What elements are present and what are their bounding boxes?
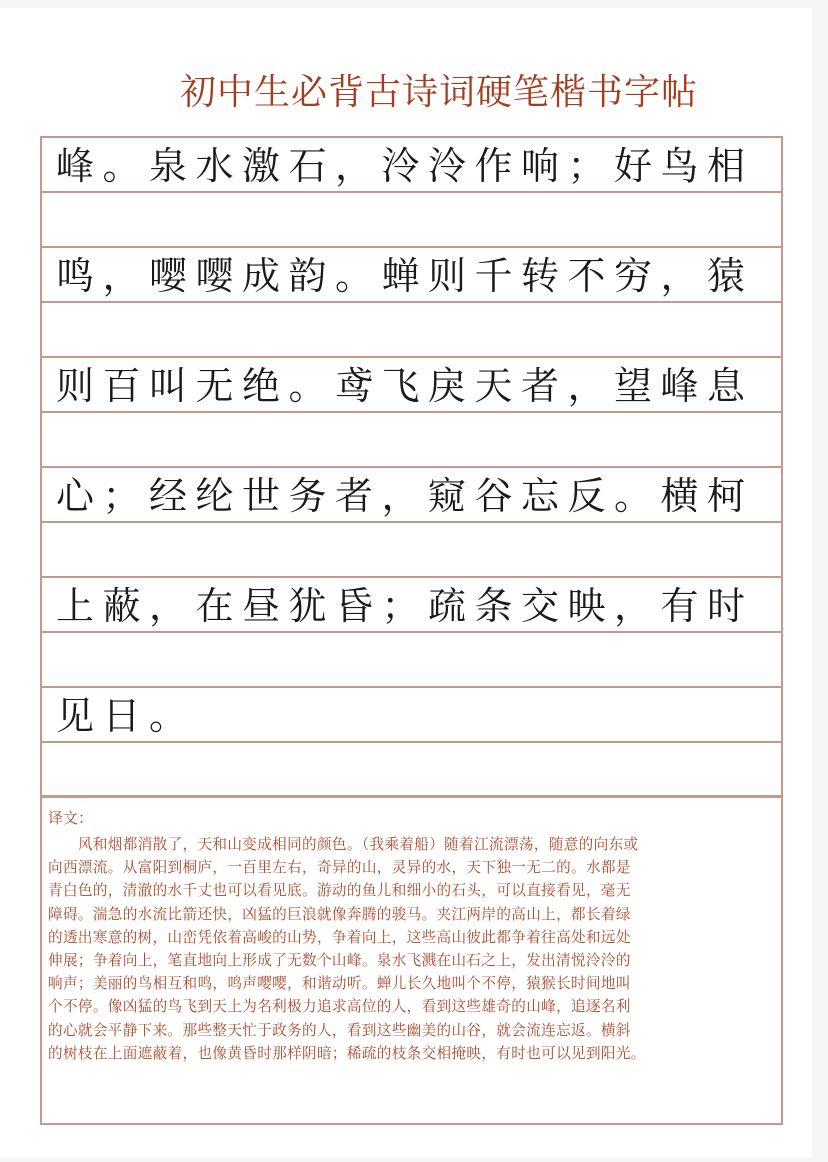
translation-line: 伸展；争着向上，笔直地向上形成了无数个山峰。泉水飞溅在山石之上，发出清悦泠泠的: [48, 952, 631, 970]
translation-label: 译文：: [48, 809, 94, 827]
practice-row: [42, 688, 781, 743]
translation-line: 的心就会平静下来。那些整天忙于政务的人，看到这些幽美的山谷，就会流连忘返。横斜: [48, 1021, 631, 1039]
practice-row-blank: [42, 743, 781, 798]
translation-line: 的树枝在上面遮蔽着，也像黄昏时那样阴暗；稀疏的枝条交相掩映，有时也可以见到阳光。: [48, 1044, 646, 1062]
practice-row-blank: [42, 523, 781, 578]
practice-text: 上蔽，在昼犹昏；疏条交映，有时: [56, 584, 754, 628]
practice-row-blank: [42, 193, 781, 248]
page-title: 初中生必背古诗词硬笔楷书字帖: [180, 72, 699, 113]
translation-box: [40, 795, 783, 1125]
copybook-page: [0, 8, 812, 1158]
practice-text: 心；经纶世务者，窥谷忘反。横柯: [56, 474, 754, 518]
translation-line: 的透出寒意的树，山峦凭依着高峻的山势，争着向上，这些高山彼此都争着往高处和远处: [48, 928, 631, 946]
translation-line: 响声；美丽的鸟相互和鸣，鸣声嘤嘤，和谐动听。蝉儿长久地叫个不停，猿猴长时间地叫: [48, 975, 631, 993]
translation-line: 青白色的，清澈的水千丈也可以看见底。游动的鱼儿和细小的石头，可以直接看见，毫无: [48, 882, 631, 900]
translation-line: 风和烟都消散了，天和山变成相同的颜色。（我乘着船）随着江流漂荡，随意的向东或: [48, 836, 639, 853]
practice-text: 则百叫无绝。鸢飞戾天者，望峰息: [56, 364, 754, 408]
practice-row: [42, 138, 781, 193]
practice-row: [42, 358, 781, 413]
practice-grid: [40, 136, 783, 795]
practice-text: 鸣，嘤嘤成韵。蝉则千转不穷，猿: [56, 254, 754, 298]
practice-row-blank: [42, 413, 781, 468]
practice-row: [42, 578, 781, 633]
translation-line: 障碍。湍急的水流比箭还快，凶猛的巨浪就像奔腾的骏马。夹江两岸的高山上，都长着绿: [48, 905, 631, 923]
practice-text: 峰。泉水激石，泠泠作响；好鸟相: [56, 144, 754, 188]
translation-line: 个不停。像凶猛的鸟飞到天上为名利极力追求高位的人，看到这些雄奇的山峰，追逐名利: [48, 998, 631, 1016]
practice-row: [42, 468, 781, 523]
practice-row-blank: [42, 633, 781, 688]
scrollbar-track[interactable]: [814, 0, 828, 1162]
translation-body: [48, 833, 775, 1065]
translation-line: 向西漂流。从富阳到桐庐，一百里左右，奇异的山，灵异的水，天下独一无二的。水都是: [48, 859, 631, 877]
practice-text: 见日。: [56, 694, 196, 738]
practice-row: [42, 248, 781, 303]
practice-row-blank: [42, 303, 781, 358]
